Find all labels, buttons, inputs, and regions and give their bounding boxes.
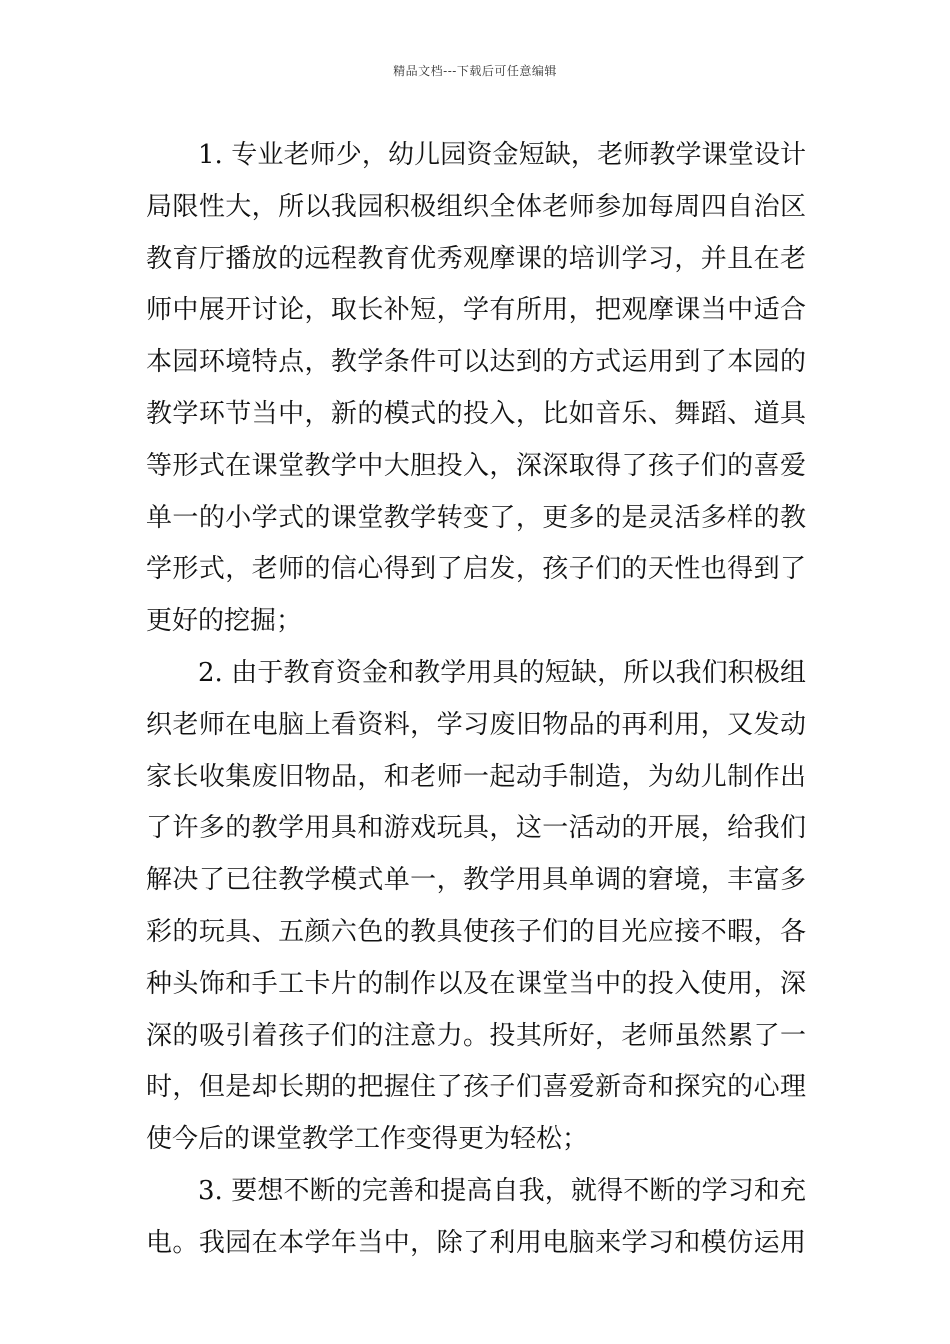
- text-line: 了许多的教学用具和游戏玩具，这一活动的开展，给我们: [146, 813, 806, 844]
- text-line: 解决了已往教学模式单一，教学用具单调的窘境，丰富多: [146, 865, 806, 896]
- text-line: 彩的玩具、五颜六色的教具使孩子们的目光应接不暇，各: [146, 916, 806, 947]
- text-line: 更好的挖掘；: [146, 606, 303, 637]
- text-line: 种头饰和手工卡片的制作以及在课堂当中的投入使用，深: [146, 968, 806, 999]
- text-line: 等形式在课堂教学中大胆投入，深深取得了孩子们的喜爱: [146, 450, 806, 481]
- text-line: 本园环境特点，教学条件可以达到的方式运用到了本园的: [146, 347, 806, 378]
- text-line: 家长收集废旧物品，和老师一起动手制造，为幼儿制作出: [146, 761, 806, 792]
- text-line: 学形式，老师的信心得到了启发，孩子们的天性也得到了: [146, 554, 806, 585]
- page-header: 精品文档---下载后可任意编辑: [393, 64, 557, 78]
- text-line: 教学环节当中，新的模式的投入，比如音乐、舞蹈、道具: [146, 398, 806, 429]
- paragraph-2: [146, 648, 806, 1166]
- text-line: 局限性大，所以我园积极组织全体老师参加每周四自治区: [146, 191, 806, 222]
- text-line: 3. 要想不断的完善和提高自我，就得不断的学习和充: [198, 1175, 806, 1206]
- paragraph-1: [146, 130, 806, 648]
- text-line: 时，但是却长期的把握住了孩子们喜爱新奇和探究的心理: [146, 1072, 806, 1103]
- text-line: 单一的小学式的课堂教学转变了，更多的是灵活多样的教: [146, 502, 806, 533]
- text-line: 深的吸引着孩子们的注意力。投其所好，老师虽然累了一: [146, 1020, 806, 1051]
- text-line: 1. 专业老师少，幼儿园资金短缺，老师教学课堂设计: [198, 140, 806, 170]
- text-line: 师中展开讨论，取长补短，学有所用，把观摩课当中适合: [146, 295, 806, 326]
- text-line: 电。我园在本学年当中，除了利用电脑来学习和模仿运用: [146, 1227, 806, 1258]
- text-line: 织老师在电脑上看资料，学习废旧物品的再利用，又发动: [146, 709, 806, 740]
- paragraph-3: [146, 1166, 806, 1270]
- text-line: 2. 由于教育资金和教学用具的短缺，所以我们积极组: [198, 657, 806, 688]
- text-line: 教育厅播放的远程教育优秀观摩课的培训学习，并且在老: [146, 243, 806, 274]
- text-line: 使今后的课堂教学工作变得更为轻松；: [146, 1124, 589, 1155]
- document-body: [146, 130, 806, 1270]
